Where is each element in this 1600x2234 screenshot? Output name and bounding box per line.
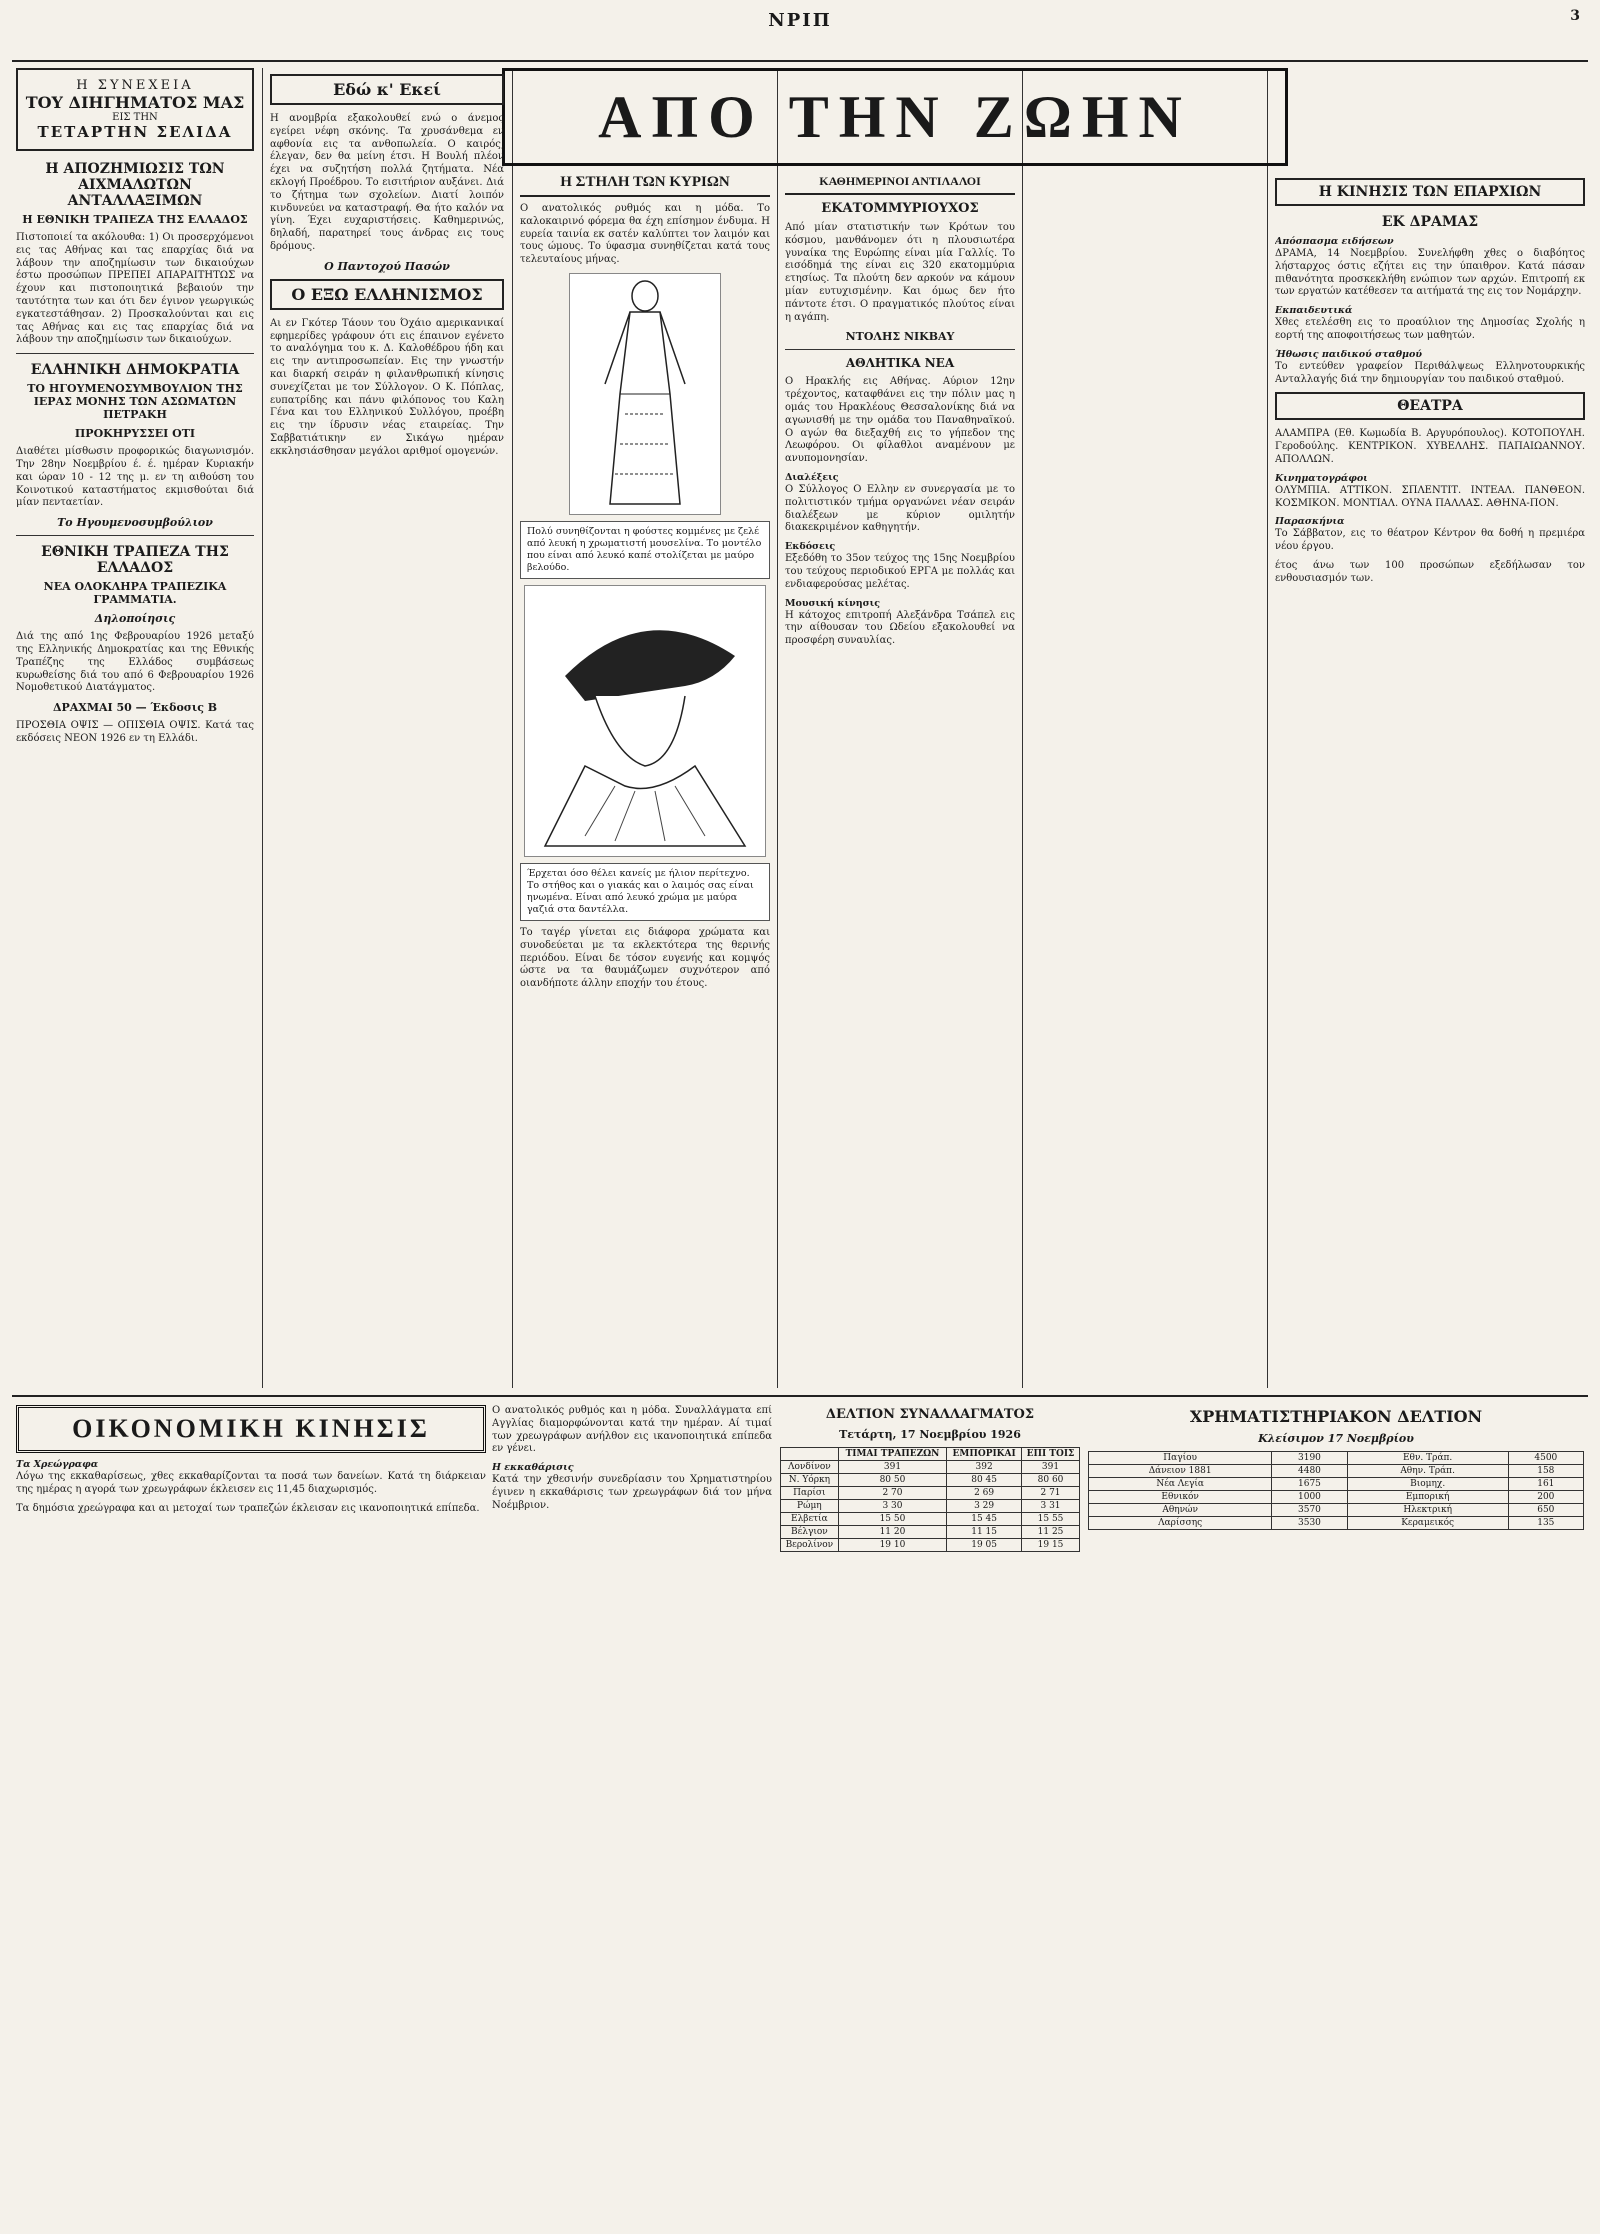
column-rule [262, 68, 263, 1388]
table-cell: Αθηνών [1089, 1504, 1272, 1517]
table-row [1089, 1504, 1584, 1517]
table-cell: 200 [1508, 1491, 1583, 1504]
table-cell: 19 05 [947, 1539, 1022, 1552]
column-5 [1275, 172, 1585, 1388]
section-label: Δηλοποίησις [94, 612, 176, 626]
article-text: Ο Σύλλογος Ο Ελλην εν συνεργασία με το πολιτιστικόν τμήμα οργανώνει νέαν σειράν διαλέξεων με κύριον ομιλητήν διακεκριμένον καθηγητήν. [785, 483, 1015, 534]
article-text: Ο Ηρακλής εις Αθήνας. Αύριον 12ην τρέχοντος, καταφθάνει εις την πόλιν μας η ομάς του Ηρακλέους Θεσσαλονίκης διά να αγωνισθή με την ομάδα του Παναθηναϊκού. Ο αγών θα διεξαχθή εις το γήπεδον της Λεωφόρου. Οι φίλαθλοι αναμένουν με ανυπομονησίαν. [785, 376, 1015, 465]
column-heading: ΚΑΘΗΜΕΡΙΝΟΙ ΑΝΤΙΛΑΛΟΙ [785, 172, 1015, 195]
price-line: ΔΡΑΧΜΑΙ 50 — Έκδοσις Β [52, 701, 218, 715]
section-label: Η εκκαθάρισις [492, 1462, 574, 1474]
table-cell: 4500 [1508, 1452, 1583, 1465]
section-label: Κινηματογράφοι [1275, 472, 1368, 484]
fashion-illustration-dress [569, 273, 721, 515]
table-cell: 135 [1508, 1517, 1583, 1530]
article-text: ΔΡΑΜΑ, 14 Νοεμβρίου. Συνελήφθη χθες ο διαβόητος λήσταρχος όστις εζήτει εις την ύπαιθρον. Κατά πάσαν πιθανότητα προσκεκλήθη ενώπιον των αρχών. Επιτροπή εκ των εργατών κατέθεσεν τα αιτήματά της εις τον Νομάρχην. [1275, 248, 1585, 298]
table-row [1089, 1517, 1584, 1530]
table-header: ΕΜΠΟΡΙΚΑΙ [947, 1448, 1022, 1461]
column-2 [270, 68, 504, 1388]
table-cell: 391 [1022, 1461, 1080, 1474]
economic-column [16, 1405, 486, 2225]
table-cell: 2 71 [1022, 1487, 1080, 1500]
table-cell: 1675 [1272, 1478, 1347, 1491]
table-cell: 161 [1508, 1478, 1583, 1491]
section-label: Εκδόσεις [785, 541, 836, 553]
section-title: ΕΛΛΗΝΙΚΗ ΔΗΜΟΚΡΑΤΙΑ [30, 362, 240, 379]
illustration-caption: Έρχεται όσο θέλει κανείς με ήλιον περίτεχνο. Το στήθος και ο γιακάς και ο λαιμός σας είναι ηνωμένα. Είναι από λευκό χρώμα με μαύρα γαζιά στα δαντέλλα. [520, 863, 770, 921]
table-row [781, 1461, 1080, 1474]
section-label: ΠΡΟΚΗΡΥΣΣΕΙ ΟΤΙ [74, 427, 196, 441]
banner-title: ΑΠΟ ΤΗΝ ΖΩΗΝ [598, 84, 1192, 150]
column-heading: Εδώ κ' Εκεί [270, 74, 504, 105]
section-title: ΑΘΛΗΤΙΚΑ ΝΕΑ [845, 356, 955, 371]
section-subtitle: ΝΕΑ ΟΛΟΚΛΗΡΑ ΤΡΑΠΕΖΙΚΑ ΓΡΑΜΜΑΤΙΑ. [43, 580, 227, 607]
table-cell: 19 10 [838, 1539, 946, 1552]
divider [16, 535, 254, 536]
table-cell: Ρώμη [781, 1500, 839, 1513]
table-row [1089, 1478, 1584, 1491]
article-text: Αι εν Γκότερ Τάουν του Όχάιο αμερικανικαί εφημερίδες γράφουν ότι εις έπαινον εγένετο το αναλόγημα του κ. Δ. Καλοθέδρου ήδη και εις την αντιπροσωπείαν. Εις την γνωστήν και διαρκή σειράν η φιλανθρωπική κίνησις συνεχίζεται με τον Σύλλογον. Ο Κ. Πόπλας, ευπατρίδης και πάνυ φιλόπονος του Καλη Γένα και του Ελληνικού Συλλόγου, προέβη εις την ίδρυσιν νέας εταιρείας. Την Σαββατιάτικην εν Σικάγω ημέραν εκκλησιάσθησαν μεγάλοι αριθμοί ομογενών. [270, 317, 504, 457]
table-cell: 3 31 [1022, 1500, 1080, 1513]
table-cell: Λαρίσσης [1089, 1517, 1272, 1530]
section-label: Παρασκήνια [1275, 516, 1345, 528]
page-header [12, 0, 1588, 62]
table-cell: Αθην. Τράπ. [1347, 1465, 1508, 1478]
table-cell: 3190 [1272, 1452, 1347, 1465]
table-cell: 3570 [1272, 1504, 1347, 1517]
continuation-box [16, 68, 254, 151]
table-header: ΕΠΙ ΤΟΙΣ [1022, 1448, 1080, 1461]
column-3 [520, 172, 770, 1388]
table-row [781, 1526, 1080, 1539]
table-cell: 15 50 [838, 1513, 946, 1526]
table-cell: 3 30 [838, 1500, 946, 1513]
table-cell: Ελβετία [781, 1513, 839, 1526]
article-text: ΠΡΟΣΘΙΑ ΟΨΙΣ — ΟΠΙΣΘΙΑ ΟΨΙΣ. Κατά τας εκδόσεις ΝΕΟΝ 1926 εν τη Ελλάδι. [16, 720, 254, 744]
column-heading: ΘΕΑΤΡΑ [1275, 392, 1585, 420]
article-text: Διά της από 1ης Φεβρουαρίου 1926 μεταξύ της Ελληνικής Δημοκρατίας και της Εθνικής Τραπέζης της Ελλάδος συμβάσεως κυρωθείσης διά του από 6 Φεβρουαρίου 1926 Νομοθετικού Διατάγματος. [16, 631, 254, 694]
dress-drawing-icon [570, 274, 720, 514]
bourse-column [1088, 1405, 1584, 2225]
masthead: ΝΡΙΠ [768, 10, 832, 31]
section-subtitle: ΕΚ ΔΡΑΜΑΣ [1381, 214, 1479, 230]
article-text: Χθες ετελέσθη εις το προαύλιον της Δημοσίας Σχολής η εορτή της αποφοιτήσεως των μαθητών. [1275, 317, 1585, 341]
table-cell: Βερολίνον [781, 1539, 839, 1552]
table-cell: 80 60 [1022, 1474, 1080, 1487]
bourse-heading: ΧΡΗΜΑΤΙΣΤΗΡΙΑΚΟΝ ΔΕΛΤΙΟΝ [1189, 1407, 1483, 1426]
section-label: Μουσική κίνησις [785, 597, 880, 609]
table-cell: Δάνειον 1881 [1089, 1465, 1272, 1478]
table-cell: 15 55 [1022, 1513, 1080, 1526]
exchange-table [780, 1447, 1080, 1552]
section-title: ΕΘΝΙΚΗ ΤΡΑΠΕΖΑ ΤΗΣ ΕΛΛΑΔΟΣ [41, 544, 229, 577]
table-cell: 80 45 [947, 1474, 1022, 1487]
listing-text: ΟΛΥΜΠΙΑ. ΑΤΤΙΚΟΝ. ΣΠΛΕΝΤΙΤ. ΙΝΤΕΑΛ. ΠΑΝΘΕΟΝ. ΚΟΣΜΙΚΟΝ. ΜΟΝΤΙΑΛ. ΟΥΝΑ ΠΑΛΛΑΣ. ΑΘΗΝΑ-ΠΟΝ. [1275, 484, 1585, 509]
table-cell: 11 25 [1022, 1526, 1080, 1539]
exchange-table-body [781, 1461, 1080, 1552]
illustration-caption: Πολύ συνηθίζονται η φούστες κομμένες με ζελέ από λευκή η χρωματιστή μουσελίνα. Το μοντέλο που είναι από λευκό καπέ στολίζεται με μαύρο βελούδο. [520, 521, 770, 579]
section-title: Η ΑΠΟΖΗΜΙΩΣΙΣ ΤΩΝ ΑΙΧΜΑΛΩΤΩΝ ΑΝΤΑΛΛΑΞΙΜΩΝ [45, 161, 225, 209]
section-label: Διαλέξεις [785, 471, 839, 483]
table-cell: Βιομηχ. [1347, 1478, 1508, 1491]
article-text: Τα δημόσια χρεώγραφα και αι μετοχαί των τραπεζών έκλεισαν εις ικανοποιητικά επίπεδα. [16, 1502, 480, 1514]
article-text: Το ταγέρ γίνεται εις διάφορα χρώματα και συνοδεύεται με τα εκλεκτότερα της θερινής περιόδου. Είναι δε τόσον ευγενής και κομψός ώστε να τα θαυμάζωμεν συχνότερον από οιανδήποτε άλλην εποχήν του έτους. [520, 926, 770, 990]
box-line: Η ΣΥΝΕΧΕΙΑ [76, 78, 194, 93]
table-cell: Κεραμεικός [1347, 1517, 1508, 1530]
table-cell: 3 29 [947, 1500, 1022, 1513]
table-cell: 392 [947, 1461, 1022, 1474]
fashion-illustration-hat [524, 585, 766, 857]
table-row [1089, 1452, 1584, 1465]
table-cell: 80 50 [838, 1474, 946, 1487]
listing-text: ΑΛΑΜΠΡΑ (Εθ. Κωμωδία Β. Αργυρόπουλος). ΚΟΤΟΠΟΥΛΗ. Γεροδούλης. ΚΕΝΤΡΙΚΟΝ. ΧΥΒΕΛΛΗΣ. ΠΑΠΑΙΩΑΝΝΟΥ. ΑΠΟΛΛΩΝ. [1275, 428, 1585, 465]
table-cell: Εθν. Τράπ. [1347, 1452, 1508, 1465]
article-text: Εξεδόθη το 35ον τεύχος της 15ης Νοεμβρίου του τεύχους περιοδικού ΕΡΓΑ με πολλάς και ενδιαφερούσας μελέτας. [785, 553, 1015, 590]
article-text: Κατά την χθεσινήν συνεδρίασιν του Χρηματιστηρίου έγινεν η εκκαθάρισις των χρεωγράφων διά τον μήνα Νοέμβριον. [492, 1474, 772, 1511]
section-subtitle: ΤΟ ΗΓΟΥΜΕΝΟΣΥΜΒΟΥΛΙΟΝ ΤΗΣ ΙΕΡΑΣ ΜΟΝΗΣ ΤΩΝ ΑΣΩΜΑΤΩΝ ΠΕΤΡΑΚΗ [27, 382, 243, 422]
hat-drawing-icon [525, 586, 765, 856]
table-cell: 3530 [1272, 1517, 1347, 1530]
table-row [1089, 1465, 1584, 1478]
article-text: Πιστοποιεί τα ακόλουθα: 1) Οι προσερχόμενοι εις τας Αθήνας και τας επαρχίας διά να λάβουν την αποζημίωσιν των δικαιούχων έστω προσώπων ΠΡΕΠΕΙ ΑΠΑΡΑΙΤΗΤΩΣ να έχουν και πιστοποιητικά βεβαιούν την ταυτότητα των και ότι δεν έγινον γεωργικώς εγκατεστάθησαν. 2) Προσκαλούνται και εις τας Αθήνας και εις τας επαρχίας διά να λάβουν την αποζημίωσιν των δικαιούχων. [16, 232, 254, 346]
signature: ΝΤΟΛΗΣ ΝΙΚΒΑΥ [845, 330, 955, 344]
article-text: Διαθέτει μίσθωσιν προφορικώς διαγωνισμόν. Την 28ην Νοεμβρίου έ. έ. ημέραν Κυριακήν και ώραν 10 - 12 της μ. εν τη αιθούση του Κοινοτικού καταστήματος εκμισθούται διά μίαν πενταετίαν. [16, 446, 254, 509]
table-header: ΤΙΜΑΙ ΤΡΑΠΕΖΩΝ [838, 1448, 946, 1461]
table-row [781, 1487, 1080, 1500]
divider [785, 349, 1015, 350]
table-cell: Βέλγιον [781, 1526, 839, 1539]
article-text: έτος άνω των 100 προσώπων εξεδήλωσαν τον ενθουσιασμόν των. [1275, 559, 1585, 584]
table-cell: Λονδίνον [781, 1461, 839, 1474]
table-cell: 650 [1508, 1504, 1583, 1517]
market-column [492, 1405, 772, 2225]
table-cell: Νέα Λεγία [1089, 1478, 1272, 1491]
bourse-table [1088, 1451, 1584, 1530]
section-banner [502, 68, 1288, 166]
article-text: Λόγω της εκκαθαρίσεως, χθες εκκαθαρίζονται τα ποσά των δανείων. Κατά τη διάρκειαν της ημέρας η αγορά των χρεωγράφων έκλεισεν εις 11,45 διαχωρισμός. [16, 1471, 486, 1495]
table-header [781, 1448, 839, 1461]
table-cell: Ν. Υόρκη [781, 1474, 839, 1487]
signature: Ο Παντοχού Πασών [324, 259, 450, 273]
economic-heading: ΟΙΚΟΝΟΜΙΚΗ ΚΙΝΗΣΙΣ [16, 1405, 486, 1453]
article-text: Ο ανατολικός ρυθμός και η μόδα. Συναλλάγματα επί Αγγλίας διαμορφώνονται κατά την ημέραν. Αί τιμαί των χρεωγράφων ανήλθον εις ικανοποιητικά επίπεδα εν γένει. [492, 1405, 772, 1455]
bourse-date: Κλείσιμον 17 Νοεμβρίου [1258, 1432, 1414, 1445]
column-rule [777, 68, 778, 1388]
box-line: ΤΕΤΑΡΤΗΝ ΣΕΛΙΔΑ [37, 123, 233, 141]
table-cell: Εθνικόν [1089, 1491, 1272, 1504]
section-label: Τα Χρεώγραφα [16, 1459, 99, 1470]
table-cell: Ηλεκτρική [1347, 1504, 1508, 1517]
article-text: Το εντεύθεν γραφείον Περιθάλψεως Ελληνοτουρκικής Ανταλλαγής διά την δημιουργίαν του παιδικού σταθμού. [1275, 360, 1585, 385]
exchange-date: Τετάρτη, 17 Νοεμβρίου 1926 [839, 1428, 1021, 1441]
article-text: Η ανομβρία εξακολουθεί ενώ ο άνεμος εγείρει νέφη σκόνης. Τα χρυσάνθεμα εν αφθονία εις τα ανθοπωλεία. Ο καιρός, έλεγαν, δεν θα μείνη έτσι. Η Βουλή πλέον έχει να συζητήση πολλά ζητήματα. Νέα εκλογή Προέδρου. Το εισιτήριον αυξάνει. Διά το ζήτημα των σχολείων. Διατί λοιπόν κινδυνεύει να καταστραφή. Θα ήτο καλόν να γίνη. Έχει ευχαριστήσεις. Καθημερινώς, δηλαδή, παρατηρεί τους άνδρας εις τους δρόμους. [270, 113, 504, 252]
section-label: Ήθωσις παιδικού σταθμού [1275, 348, 1422, 360]
exchange-heading: ΔΕΛΤΙΟΝ ΣΥΝΑΛΛΑΓΜΑΤΟΣ [825, 1407, 1035, 1422]
newspaper-page [12, 0, 1588, 2234]
signature: Το Ηγουμενοσυμβούλιον [57, 516, 213, 530]
column-heading: Η ΣΤΗΛΗ ΤΩΝ ΚΥΡΙΩΝ [520, 172, 770, 197]
box-line: ΕΙΣ ΤΗΝ [112, 112, 158, 123]
table-cell: 2 70 [838, 1487, 946, 1500]
exchange-column [780, 1405, 1080, 2225]
table-cell: Παρίσι [781, 1487, 839, 1500]
article-text: Η κάτοχος επιτροπή Αλεξάνδρα Τσάπελ εις την αίθουσαν του Ωδείου εξακολουθεί να προσφέρη συναυλίας. [785, 609, 1015, 647]
section-divider [12, 1395, 1588, 1397]
bourse-table-body [1089, 1452, 1584, 1530]
table-cell: 1000 [1272, 1491, 1347, 1504]
article-text: Το Σάββατον, εις το θέατρον Κέντρον θα δοθή η πρεμιέρα νέου έργου. [1275, 528, 1585, 553]
column-4 [785, 172, 1015, 1388]
column-heading: Ο ΕΞΩ ΕΛΛΗΝΙΣΜΟΣ [270, 279, 504, 310]
table-row [781, 1539, 1080, 1552]
section-subtitle: ΕΚΑΤΟΜΜΥΡΙΟΥΧΟΣ [821, 201, 979, 216]
table-cell: 2 69 [947, 1487, 1022, 1500]
table-row [781, 1500, 1080, 1513]
table-cell: 4480 [1272, 1465, 1347, 1478]
table-row [781, 1513, 1080, 1526]
section-subtitle: Η ΕΘΝΙΚΗ ΤΡΑΠΕΖΑ ΤΗΣ ΕΛΛΑΔΟΣ [22, 213, 248, 226]
section-label: Εκπαιδευτικά [1275, 305, 1353, 317]
table-cell: 11 20 [838, 1526, 946, 1539]
column-rule [512, 68, 513, 1388]
column-1 [16, 68, 254, 1388]
box-line: ΤΟΥ ΔΙΗΓΗΜΑΤΟΣ ΜΑΣ [25, 93, 245, 112]
table-cell: Εμπορική [1347, 1491, 1508, 1504]
table-cell: 19 15 [1022, 1539, 1080, 1552]
article-text: Από μίαν στατιστικήν των Κρότων του κόσμου, μανθάνομεν ότι η πλουσιωτέρα γυναίκα της Ευρώπης είναι μία Γαλλίς. Το εισόδημά της είναι εις 320 εκατομμύρια ετησίως. Τα πλούτη δεν αρκούν να κάμουν μίαν ευτυχισμένην. Και όμως δεν ήτο πάντοτε έτσι. Ο πραγματικός πλούτος είναι η αγάπη. [785, 222, 1015, 323]
divider [16, 353, 254, 354]
table-cell: 11 15 [947, 1526, 1022, 1539]
table-cell: 391 [838, 1461, 946, 1474]
table-cell: 158 [1508, 1465, 1583, 1478]
column-rule [1267, 68, 1268, 1388]
table-cell: 15 45 [947, 1513, 1022, 1526]
page-number: 3 [1570, 8, 1580, 24]
table-row [1089, 1491, 1584, 1504]
section-label: Απόσπασμα ειδήσεων [1275, 236, 1394, 247]
article-text: Ο ανατολικός ρυθμός και η μόδα. Το καλοκαιρινό φόρεμα θα έχη επίσημον ένδυμα. Η ευρεία ταινία εκ σατέν καλύπτει τον λαιμόν και τους ώμους. Το ύφασμα συνηθίζεται κατά τους τελευταίους μήνας. [520, 203, 770, 266]
table-row [781, 1474, 1080, 1487]
column-heading: Η ΚΙΝΗΣΙΣ ΤΩΝ ΕΠΑΡΧΙΩΝ [1275, 178, 1585, 206]
column-rule [1022, 68, 1023, 1388]
table-cell: Παγίου [1089, 1452, 1272, 1465]
